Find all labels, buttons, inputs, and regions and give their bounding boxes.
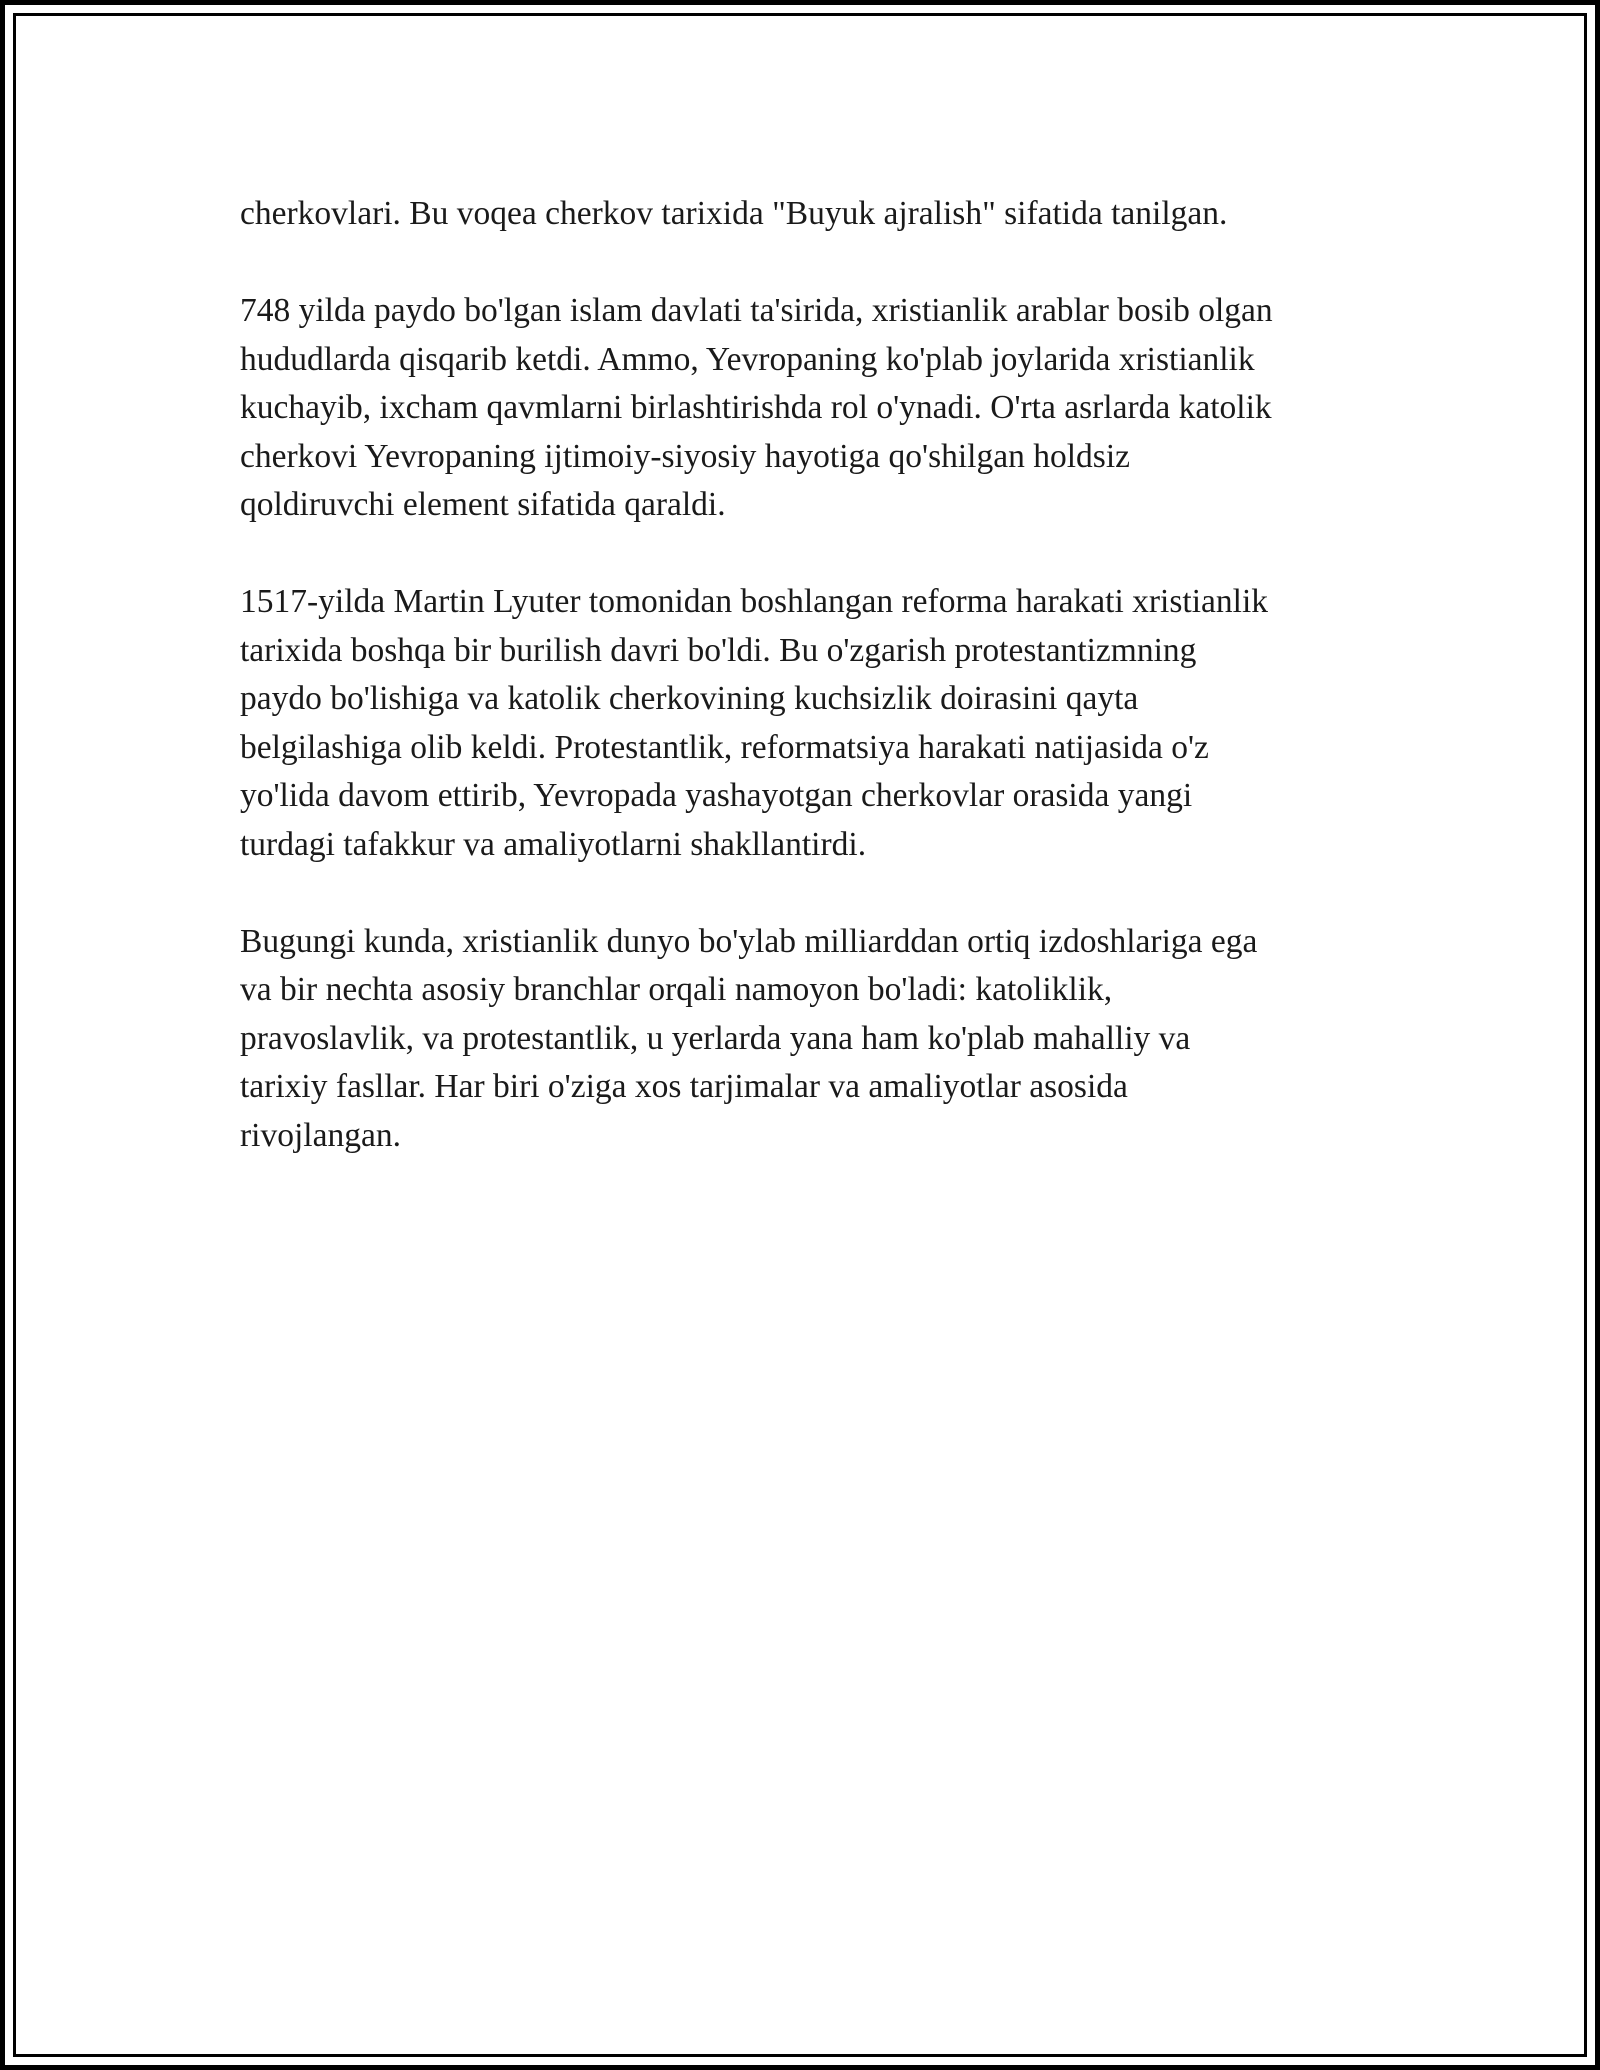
text-line: cherkovlari. Bu voqea cherkov tarixida "Buyuk ajralish" sifatida tanilgan. xyxy=(240,195,1228,232)
text-line: belgilashiga olib keldi. Protestantlik, reformatsiya harakati natijasida o'z xyxy=(240,728,1209,766)
text-line: tarixida boshqa bir burilish davri bo'ldi. Bu o'zgarish protestantizmning xyxy=(240,631,1197,669)
text-line: 748 yilda paydo bo'lgan islam davlati ta'sirida, xristianlik arablar bosib olgan xyxy=(240,292,1273,329)
document-body xyxy=(240,190,1390,1209)
text-line: yo'lida davom ettirib, Yevropada yashayotgan cherkovlar orasida yangi xyxy=(240,777,1193,814)
text-line: va bir nechta asosiy branchlar orqali namoyon bo'ladi: katoliklik, xyxy=(240,971,1113,1008)
paragraph-4 xyxy=(240,918,1390,1161)
text-line: hududlarda qisqarib ketdi. Ammo, Yevropaning ko'plab joylarida xristianlik xyxy=(240,340,1255,378)
text-line: cherkovi Yevropaning ijtimoiy-siyosiy hayotiga qo'shilgan holdsiz xyxy=(240,437,1130,475)
text-line: pravoslavlik, va protestantlik, u yerlarda yana ham ko'plab mahalliy va xyxy=(240,1019,1191,1057)
text-line: 1517-yilda Martin Lyuter tomonidan boshlangan reforma harakati xristianlik xyxy=(240,583,1268,620)
text-line: kuchayib, ixcham qavmlarni birlashtirishda rol o'ynadi. O'rta asrlarda katolik xyxy=(240,389,1272,426)
text-line: rivojlangan. xyxy=(240,1116,401,1154)
text-line: qoldiruvchi element sifatida qaraldi. xyxy=(240,486,726,523)
text-line: Bugungi kunda, xristianlik dunyo bo'ylab milliarddan ortiq izdoshlariga ega xyxy=(240,922,1258,960)
text-line: turdagi tafakkur va amaliyotlarni shakllantirdi. xyxy=(240,825,867,863)
text-line: paydo bo'lishiga va katolik cherkovining kuchsizlik doirasini qayta xyxy=(240,680,1139,717)
paragraph-2 xyxy=(240,287,1390,530)
paragraph-3 xyxy=(240,578,1390,869)
paragraph-1 xyxy=(240,190,1390,239)
text-line: tarixiy fasllar. Har biri o'ziga xos tarjimalar va amaliyotlar asosida xyxy=(240,1068,1128,1105)
